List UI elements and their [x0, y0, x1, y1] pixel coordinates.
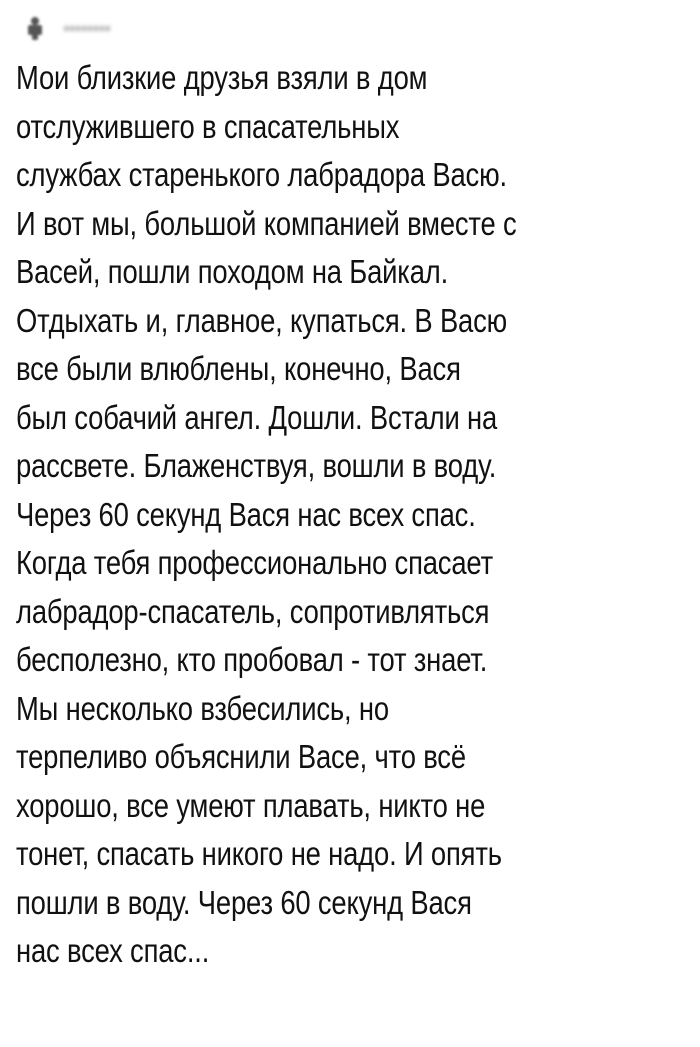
post-text-line: Мои близкие друзья взяли в дом	[16, 59, 428, 96]
post-text-line: Через 60 секунд Вася нас всех спас.	[16, 495, 476, 533]
post-text-line: был собачий ангел. Дошли. Встали на	[16, 398, 498, 436]
post-text-line: Когда тебя профессионально спасает	[16, 544, 493, 581]
post-header	[22, 8, 690, 48]
post-text-line: Васей, пошли походом на Байкал.	[16, 253, 449, 290]
post-text	[16, 54, 690, 976]
post-text-line: рассвете. Блаженствуя, вошли в воду.	[16, 447, 497, 484]
post-text-line: тонет, спасать никого не надо. И опять	[16, 835, 502, 872]
blurred-username[interactable]: ••••••••	[64, 20, 112, 36]
post-text-line: бесполезно, кто пробовал - тот знает.	[16, 641, 488, 678]
post-text-line: нас всех спас...	[16, 932, 210, 969]
post-text-line: все были влюблены, конечно, Вася	[16, 350, 461, 387]
post-text-line: отслужившего в спасательных	[16, 107, 400, 145]
post-text-line: Мы несколько взбесились, но	[16, 689, 389, 727]
post-text-line: И вот мы, большой компанией вместе с	[16, 204, 517, 242]
post-text-line: хорошо, все умеют плавать, никто не	[16, 786, 486, 824]
blurred-avatar-icon[interactable]	[22, 15, 48, 41]
post-text-line: пошли в воду. Через 60 секунд Вася	[16, 883, 472, 921]
post-text-line: терпеливо объяснили Васе, что всё	[16, 738, 466, 775]
post-text-line: Отдыхать и, главное, купаться. В Васю	[16, 301, 508, 339]
post-text-line: службах старенького лабрадора Васю.	[16, 156, 507, 193]
post-text-line: лабрадор-спасатель, сопротивляться	[16, 592, 490, 630]
